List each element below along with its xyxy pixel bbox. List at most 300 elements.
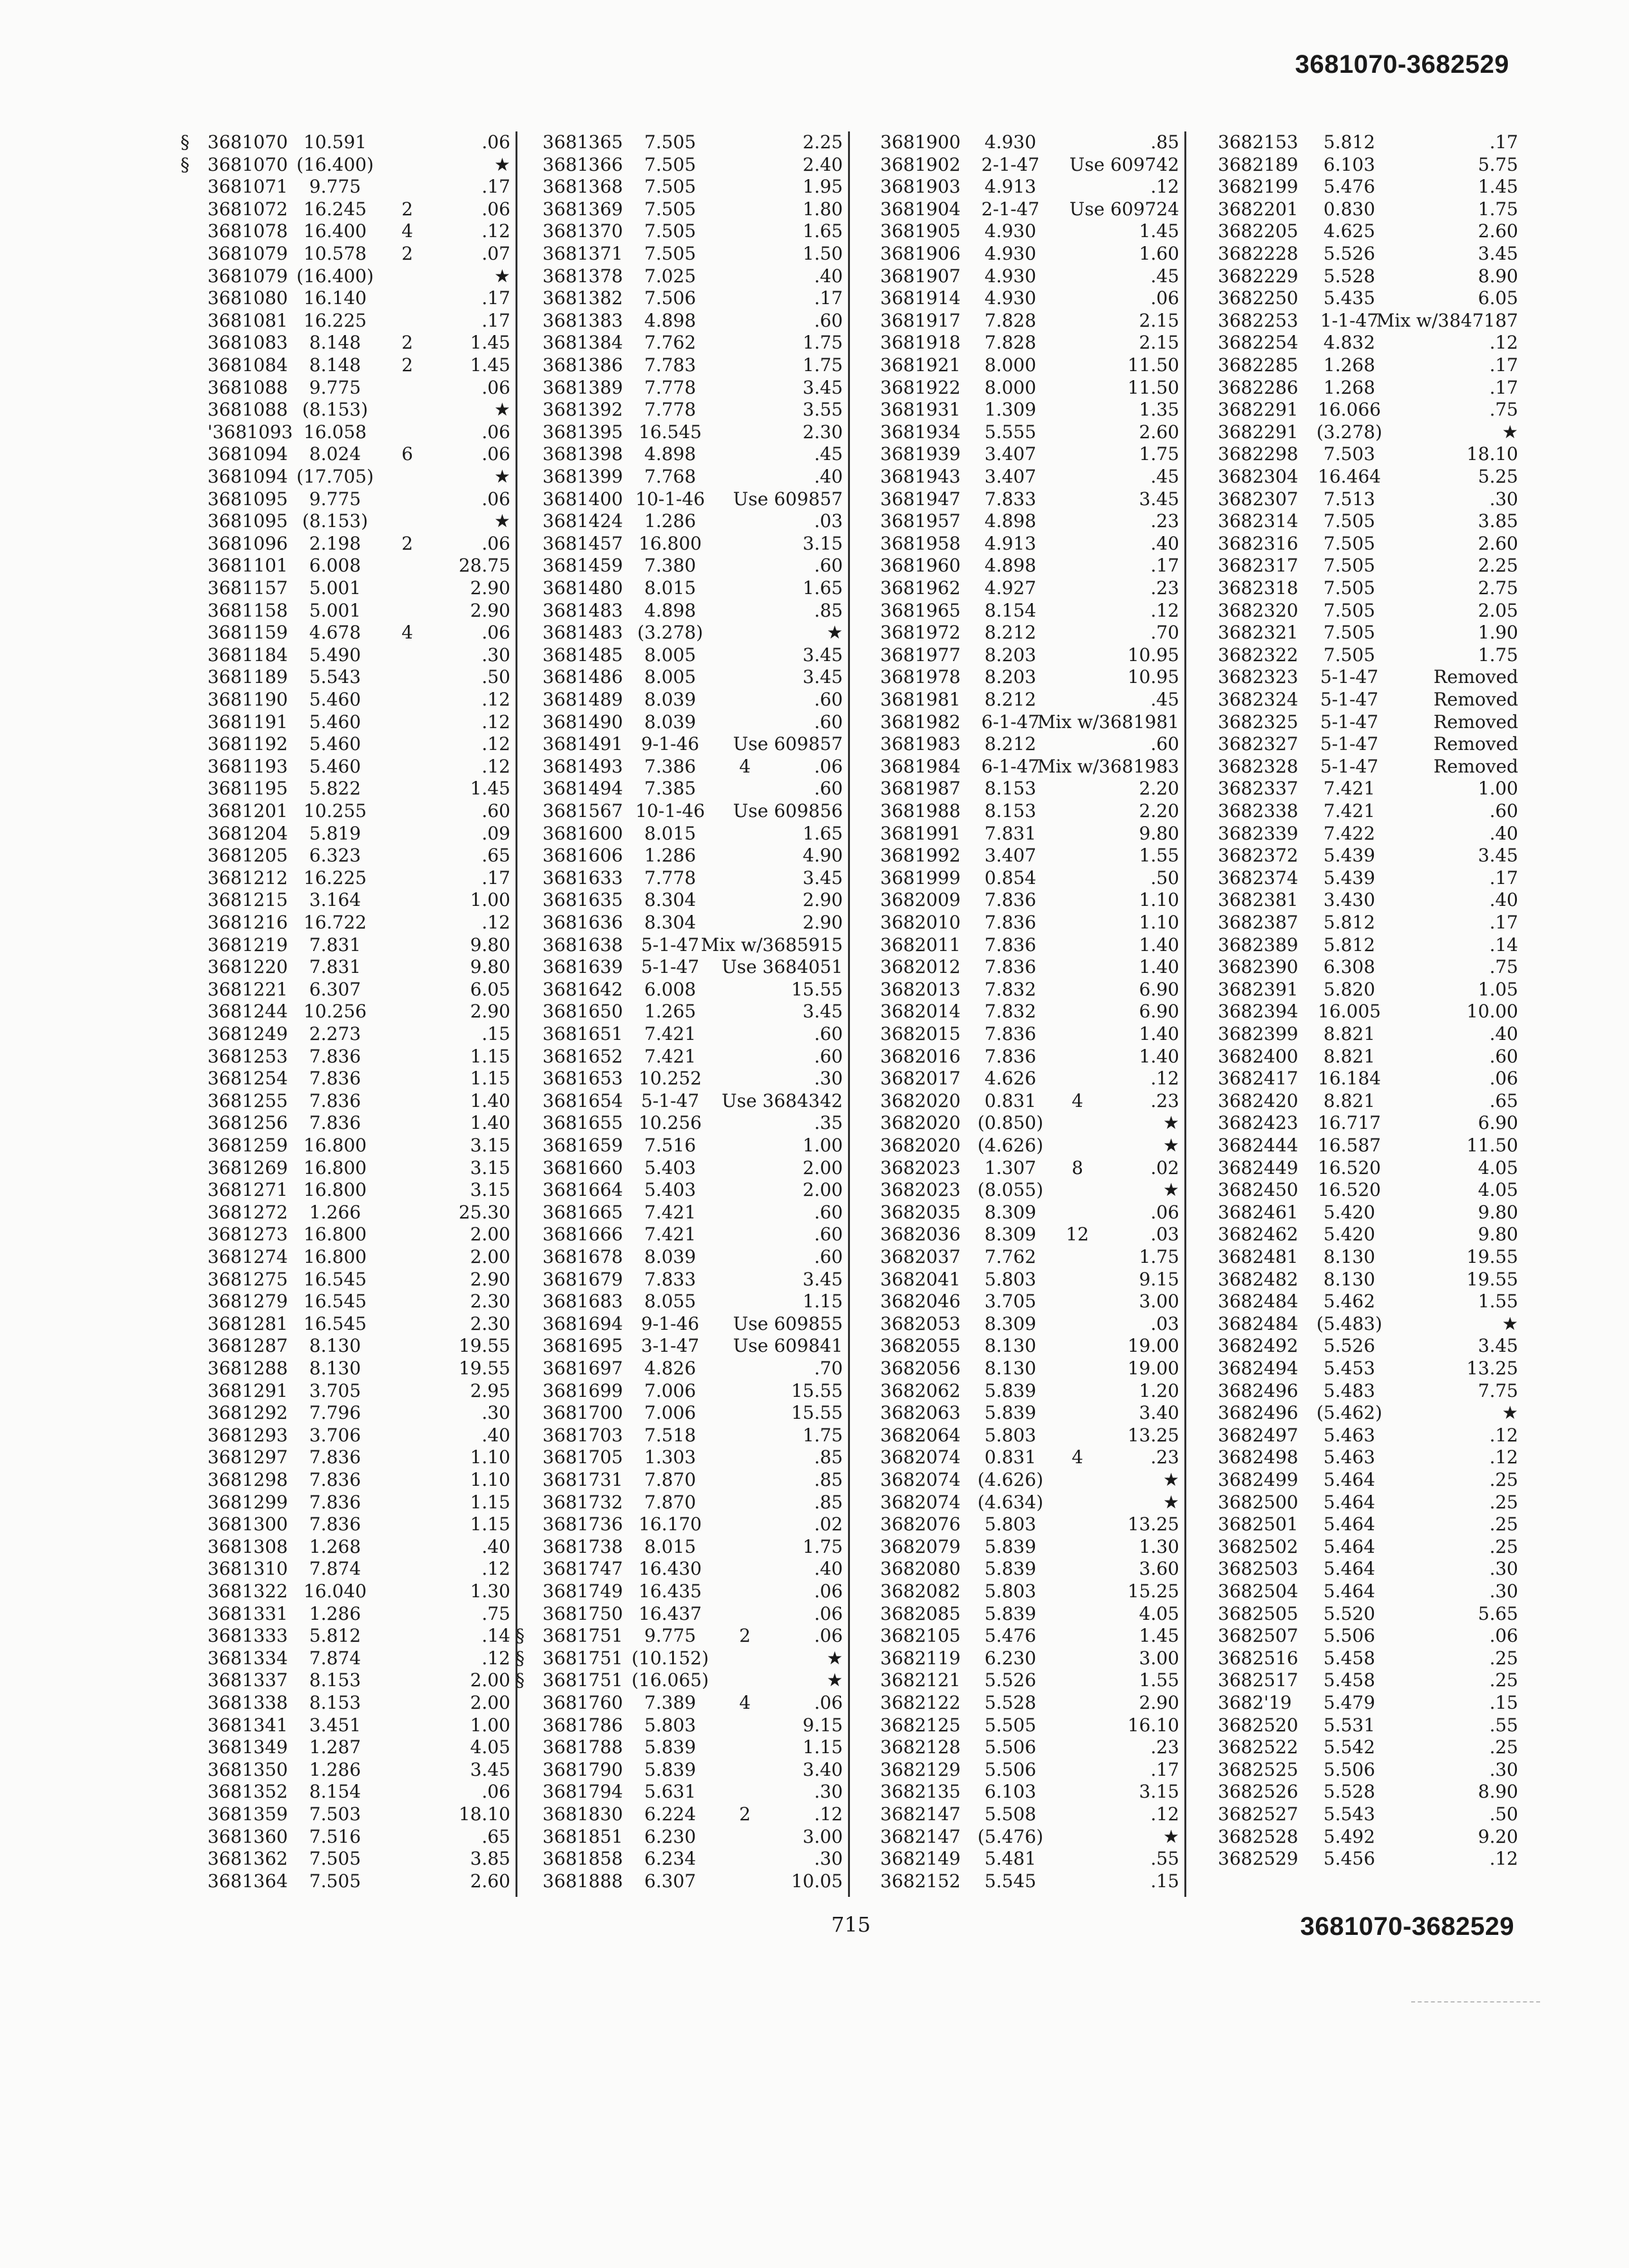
table-row: [880, 1581, 1184, 1602]
weight-or-date: 4.898: [644, 599, 697, 621]
table-row: [543, 622, 848, 644]
price-value: .45: [1150, 689, 1179, 710]
weight-or-date: (10.152): [631, 1647, 709, 1669]
price-value: 1.45: [470, 354, 510, 376]
weight-or-date: 0.854: [984, 867, 1037, 889]
part-number: 3681494: [543, 778, 623, 800]
part-number: 3682323: [1218, 666, 1298, 688]
table-row: [543, 711, 848, 733]
table-row: [543, 689, 848, 711]
table-row: [543, 1068, 848, 1090]
price-value: .30: [1489, 1558, 1518, 1580]
quantity: 2: [401, 532, 413, 554]
weight-or-date: (3.278): [1316, 421, 1382, 443]
price-value: 1.15: [470, 1068, 510, 1090]
price-value: 3.15: [802, 532, 843, 554]
table-row: [1218, 220, 1523, 242]
price-value: 3.85: [1478, 510, 1518, 532]
weight-or-date: 5.526: [1323, 243, 1376, 264]
weight-or-date: 8.015: [644, 822, 697, 844]
quantity: 6: [401, 443, 413, 465]
table-row: [880, 555, 1184, 577]
part-number: 3682400: [1218, 1045, 1298, 1067]
price-value: .06: [481, 198, 510, 220]
weight-or-date: 8.005: [644, 666, 697, 688]
part-number: 3681256: [207, 1112, 288, 1134]
weight-or-date: 6.008: [644, 978, 697, 1000]
price-value: 6.90: [1139, 1001, 1179, 1023]
table-row: [207, 1335, 516, 1357]
table-row: [207, 310, 516, 332]
part-number: 3682507: [1218, 1625, 1298, 1647]
part-number: 3681159: [207, 622, 288, 644]
price-value: 3.15: [1139, 1781, 1179, 1803]
price-value: .30: [1489, 1581, 1518, 1602]
part-number: 3681088: [207, 399, 288, 421]
price-value: .45: [814, 443, 843, 465]
weight-or-date: 8.212: [984, 689, 1037, 710]
table-row: [880, 287, 1184, 309]
part-number: 3682389: [1218, 934, 1298, 956]
price-value: 1.75: [802, 332, 843, 354]
table-row: [207, 1514, 516, 1535]
part-number: 3682076: [880, 1514, 961, 1535]
section-mark: §: [180, 131, 189, 153]
table-row: [880, 198, 1184, 220]
part-number: 3682023: [880, 1157, 961, 1178]
part-number: 3681760: [543, 1692, 623, 1713]
table-row: [207, 533, 516, 555]
part-number: 3682420: [1218, 1090, 1298, 1111]
part-number: 3681216: [207, 912, 288, 933]
table-row: [1218, 1692, 1523, 1714]
price-value: .65: [481, 845, 510, 867]
weight-or-date: 7.832: [984, 1001, 1037, 1023]
part-number: 3681972: [880, 622, 961, 644]
table-row: [543, 912, 848, 934]
price-value: .25: [1489, 1669, 1518, 1691]
part-number: 3682015: [880, 1023, 961, 1044]
price-value: 2.00: [470, 1692, 510, 1713]
weight-or-date: 16.140: [304, 287, 367, 309]
price-value: .03: [1150, 1224, 1179, 1245]
part-number: 3681987: [880, 778, 961, 800]
table-row: [207, 1313, 516, 1335]
weight-or-date: 4.930: [984, 265, 1037, 287]
part-number: 3682522: [1218, 1736, 1298, 1758]
price-value: .23: [1150, 577, 1179, 599]
part-number: 3682498: [1218, 1446, 1298, 1468]
table-row: [543, 733, 848, 755]
part-number: 3682082: [880, 1581, 961, 1602]
price-value: 2.60: [1478, 532, 1518, 554]
weight-or-date: 7.505: [644, 131, 697, 153]
price-value: .35: [814, 1112, 843, 1134]
price-value: .40: [481, 1424, 510, 1446]
weight-or-date: 7.836: [309, 1112, 361, 1134]
table-row: [1218, 510, 1523, 532]
price-value: 2.30: [470, 1312, 510, 1334]
weight-or-date: 7.768: [644, 466, 697, 487]
part-number: 3681333: [207, 1625, 288, 1647]
price-value: 3.45: [802, 1268, 843, 1290]
price-value: .12: [814, 1803, 843, 1825]
table-row: [543, 1157, 848, 1179]
part-number: 3681992: [880, 845, 961, 867]
price-value: .06: [481, 488, 510, 510]
price-value: .30: [481, 1402, 510, 1424]
part-number: 3681204: [207, 822, 288, 844]
table-row: [207, 912, 516, 934]
table-row: [543, 443, 848, 465]
table-row: [207, 1425, 516, 1446]
table-row: [880, 1715, 1184, 1736]
table-row: [543, 399, 848, 421]
price-value: .12: [481, 912, 510, 933]
price-value: .60: [814, 555, 843, 577]
part-number: 3682503: [1218, 1558, 1298, 1580]
weight-or-date: 7.870: [644, 1491, 697, 1513]
price-value: .85: [814, 1491, 843, 1513]
price-value: .85: [814, 1446, 843, 1468]
price-value: .40: [481, 1535, 510, 1557]
price-value: .60: [814, 1201, 843, 1223]
weight-or-date: 5.483: [1323, 1379, 1376, 1401]
part-number: 3682481: [1218, 1246, 1298, 1267]
weight-or-date: 8.130: [309, 1335, 361, 1357]
part-number: 3681365: [543, 131, 623, 153]
part-number: 3681095: [207, 510, 288, 532]
part-number: 3681666: [543, 1224, 623, 1245]
weight-or-date: 7.505: [644, 243, 697, 264]
table-row: [207, 1402, 516, 1424]
table-row: [880, 1046, 1184, 1068]
part-number: 3682046: [880, 1291, 961, 1312]
weight-or-date: 5.839: [984, 1535, 1037, 1557]
table-row: [543, 1246, 848, 1268]
weight-or-date: 5.508: [984, 1803, 1037, 1825]
table-row: [543, 1736, 848, 1758]
part-number: 3681274: [207, 1246, 288, 1267]
price-value: Use 3684051: [721, 956, 843, 978]
table-row: [880, 154, 1184, 176]
table-row: [207, 1046, 516, 1068]
weight-or-date: 8.154: [984, 599, 1037, 621]
table-row: [207, 1001, 516, 1023]
part-number: 3681486: [543, 666, 623, 688]
table-row: [516, 1669, 848, 1691]
part-number: 3681338: [207, 1692, 288, 1713]
price-value: Use 609857: [733, 488, 843, 510]
part-number: 3681201: [207, 800, 288, 822]
price-value: 1.65: [802, 822, 843, 844]
weight-or-date: 7.836: [309, 1469, 361, 1490]
table-row: [1218, 421, 1523, 443]
part-number: 3682129: [880, 1758, 961, 1780]
weight-or-date: 16.545: [304, 1312, 367, 1334]
weight-or-date: 8.039: [644, 711, 697, 733]
table-row: [543, 800, 848, 822]
price-value: Removed: [1433, 689, 1518, 710]
table-row: [543, 198, 848, 220]
table-row: [543, 555, 848, 577]
quantity: 2: [401, 332, 413, 354]
part-number: 3682074: [880, 1491, 961, 1513]
price-value: 1.10: [1139, 912, 1179, 933]
table-row: [880, 1781, 1184, 1803]
weight-or-date: 7.516: [309, 1825, 361, 1847]
part-number: 3682064: [880, 1424, 961, 1446]
price-value: .06: [1489, 1625, 1518, 1647]
table-row: [880, 466, 1184, 488]
price-value: Use 609855: [733, 1312, 843, 1334]
weight-or-date: 9-1-46: [641, 1312, 700, 1334]
price-value: ★: [1162, 1469, 1179, 1490]
table-row: [880, 1112, 1184, 1134]
part-number: 3682461: [1218, 1201, 1298, 1223]
weight-or-date: 8.055: [644, 1291, 697, 1312]
part-number: 3681642: [543, 978, 623, 1000]
part-number: 3681364: [207, 1870, 288, 1892]
part-number: 3682516: [1218, 1647, 1298, 1669]
weight-or-date: 8.130: [984, 1358, 1037, 1379]
weight-or-date: 4.625: [1323, 220, 1376, 242]
weight-or-date: 5-1-47: [1320, 711, 1379, 733]
part-number: 3681308: [207, 1535, 288, 1557]
price-value: .06: [481, 376, 510, 398]
price-value: 9.80: [1139, 822, 1179, 844]
table-row: [207, 287, 516, 309]
price-value: 9.80: [470, 934, 510, 956]
part-number: 3682291: [1218, 421, 1298, 443]
price-value: 1.75: [1478, 198, 1518, 220]
table-row: [1218, 867, 1523, 889]
part-number: 3681991: [880, 822, 961, 844]
weight-or-date: 16.520: [1318, 1179, 1381, 1201]
table-row: [207, 1558, 516, 1580]
part-number: 3681275: [207, 1268, 288, 1290]
weight-or-date: 16.800: [304, 1246, 367, 1267]
table-row: [543, 823, 848, 845]
part-number: 3681957: [880, 510, 961, 532]
price-value: 1.40: [470, 1112, 510, 1134]
price-value: .14: [481, 1625, 510, 1647]
part-number: 3681751: [543, 1669, 623, 1691]
weight-or-date: 7.505: [644, 220, 697, 242]
table-row: [543, 1358, 848, 1379]
price-value: .23: [1150, 1736, 1179, 1758]
price-value: Mix w/3847187: [1376, 309, 1518, 331]
part-number: 3681359: [207, 1803, 288, 1825]
table-row: [543, 1759, 848, 1781]
part-number: 3681084: [207, 354, 288, 376]
weight-or-date: 7.836: [984, 912, 1037, 933]
weight-or-date: 8.304: [644, 912, 697, 933]
part-number: 3681794: [543, 1781, 623, 1803]
part-number: 3681904: [880, 198, 961, 220]
weight-or-date: 16.058: [304, 421, 367, 443]
part-number: 3681639: [543, 956, 623, 978]
price-value: Removed: [1433, 755, 1518, 777]
part-number: 3682285: [1218, 354, 1298, 376]
part-number: 3681788: [543, 1736, 623, 1758]
price-value: ★: [494, 466, 510, 487]
price-value: 1.40: [1139, 956, 1179, 978]
part-number: 3681480: [543, 577, 623, 599]
table-row: [207, 1090, 516, 1112]
price-value: 1.55: [1139, 845, 1179, 867]
price-value: 1.00: [802, 1135, 843, 1156]
part-number: 3681491: [543, 733, 623, 755]
price-value: .17: [481, 176, 510, 198]
part-number: 3682317: [1218, 555, 1298, 577]
weight-or-date: 5.458: [1323, 1647, 1376, 1669]
weight-or-date: 7.505: [309, 1848, 361, 1870]
price-value: .12: [481, 1558, 510, 1580]
weight-or-date: 16.722: [304, 912, 367, 933]
part-number: 3681083: [207, 332, 288, 354]
weight-or-date: 5.528: [984, 1692, 1037, 1713]
table-row: [207, 1870, 516, 1892]
weight-or-date: 5.460: [309, 711, 361, 733]
weight-or-date: 8.015: [644, 1535, 697, 1557]
part-number: 3682189: [1218, 153, 1298, 175]
weight-or-date: (0.850): [977, 1112, 1043, 1134]
price-value: .17: [1150, 555, 1179, 577]
part-number: 3681695: [543, 1335, 623, 1357]
table-row: [1218, 265, 1523, 287]
part-number: 3681212: [207, 867, 288, 889]
price-value: .45: [1150, 265, 1179, 287]
part-number: 3682298: [1218, 443, 1298, 465]
price-value: 3.45: [802, 644, 843, 666]
part-number: 3682074: [880, 1469, 961, 1490]
table-row: [1218, 555, 1523, 577]
part-number: 3682147: [880, 1825, 961, 1847]
part-number: 3681071: [207, 176, 288, 198]
table-row: [207, 1179, 516, 1201]
quantity: 12: [1066, 1224, 1089, 1245]
price-value: 9.20: [1478, 1825, 1518, 1847]
weight-or-date: 5.492: [1323, 1825, 1376, 1847]
table-row: [1218, 756, 1523, 778]
price-value: 1.95: [802, 176, 843, 198]
part-number: 3681490: [543, 711, 623, 733]
quantity: 4: [401, 220, 413, 242]
part-number: 3681485: [543, 644, 623, 666]
price-value: .06: [814, 1581, 843, 1602]
table-row: [1218, 644, 1523, 666]
section-mark: §: [516, 1625, 525, 1647]
price-value: .06: [1489, 1068, 1518, 1090]
price-value: 19.55: [1466, 1268, 1518, 1290]
weight-or-date: 8.153: [984, 800, 1037, 822]
price-value: 11.50: [1127, 376, 1179, 398]
weight-or-date: 7.422: [1323, 822, 1376, 844]
weight-or-date: 4.898: [644, 443, 697, 465]
price-value: 3.45: [1139, 488, 1179, 510]
weight-or-date: 8.130: [1323, 1246, 1376, 1267]
part-number: 3681943: [880, 466, 961, 487]
weight-or-date: 5.803: [984, 1424, 1037, 1446]
quantity: 2: [739, 1625, 751, 1647]
price-value: .06: [481, 1781, 510, 1803]
price-value: Removed: [1433, 711, 1518, 733]
part-number: 3682484: [1218, 1312, 1298, 1334]
table-row: [207, 778, 516, 800]
part-number: 3681988: [880, 800, 961, 822]
part-number: 3681195: [207, 778, 288, 800]
table-row: [880, 243, 1184, 265]
part-number: 3681360: [207, 1825, 288, 1847]
weight-or-date: (8.153): [302, 510, 368, 532]
part-number: 3682325: [1218, 711, 1298, 733]
part-number: 3682381: [1218, 889, 1298, 911]
price-value: .06: [814, 1602, 843, 1624]
weight-or-date: 5.476: [984, 1625, 1037, 1647]
part-number: 3681392: [543, 399, 623, 421]
part-number: 3681350: [207, 1758, 288, 1780]
price-value: 1.00: [470, 889, 510, 911]
price-value: .15: [481, 1023, 510, 1044]
part-number: 3681786: [543, 1714, 623, 1736]
price-value: .17: [1489, 354, 1518, 376]
weight-or-date: 8.821: [1323, 1090, 1376, 1111]
part-number: '3681093: [207, 421, 293, 443]
price-value: .85: [814, 599, 843, 621]
table-row: [543, 979, 848, 1001]
weight-or-date: 9.775: [644, 1625, 697, 1647]
price-value: 19.55: [458, 1335, 510, 1357]
weight-or-date: 8.309: [984, 1312, 1037, 1334]
part-number: 3681858: [543, 1848, 623, 1870]
price-value: 6.90: [1139, 978, 1179, 1000]
weight-or-date: 6.307: [309, 978, 361, 1000]
page-number: 715: [831, 1912, 871, 1937]
part-number: 3682020: [880, 1135, 961, 1156]
part-number: 3681694: [543, 1312, 623, 1334]
price-value: 19.00: [1127, 1358, 1179, 1379]
weight-or-date: 6.234: [644, 1848, 697, 1870]
weight-or-date: 16.545: [639, 421, 702, 443]
price-value: Mix w/3681983: [1037, 755, 1179, 777]
part-number: 3681192: [207, 733, 288, 755]
part-number: 3681281: [207, 1312, 288, 1334]
price-value: 2.90: [1139, 1692, 1179, 1713]
table-row: [880, 1759, 1184, 1781]
table-row: [1218, 1046, 1523, 1068]
weight-or-date: 7.518: [644, 1424, 697, 1446]
table-row: [1218, 1179, 1523, 1201]
part-number: 3681888: [543, 1870, 623, 1892]
price-value: 1.35: [1139, 399, 1179, 421]
part-number: 3681830: [543, 1803, 623, 1825]
part-number: 3681635: [543, 889, 623, 911]
part-number: 3681567: [543, 800, 623, 822]
weight-or-date: 5.458: [1323, 1669, 1376, 1691]
weight-or-date: 7.505: [309, 1870, 361, 1892]
weight-or-date: 9.775: [309, 176, 361, 198]
weight-or-date: 4.930: [984, 287, 1037, 309]
table-row: [207, 1759, 516, 1781]
part-number: 3682505: [1218, 1602, 1298, 1624]
part-number: 3681193: [207, 755, 288, 777]
price-value: .17: [481, 309, 510, 331]
weight-or-date: 5.545: [984, 1870, 1037, 1892]
table-row: [543, 1446, 848, 1468]
weight-or-date: (3.278): [637, 622, 703, 644]
part-number: 3681070: [207, 153, 288, 175]
